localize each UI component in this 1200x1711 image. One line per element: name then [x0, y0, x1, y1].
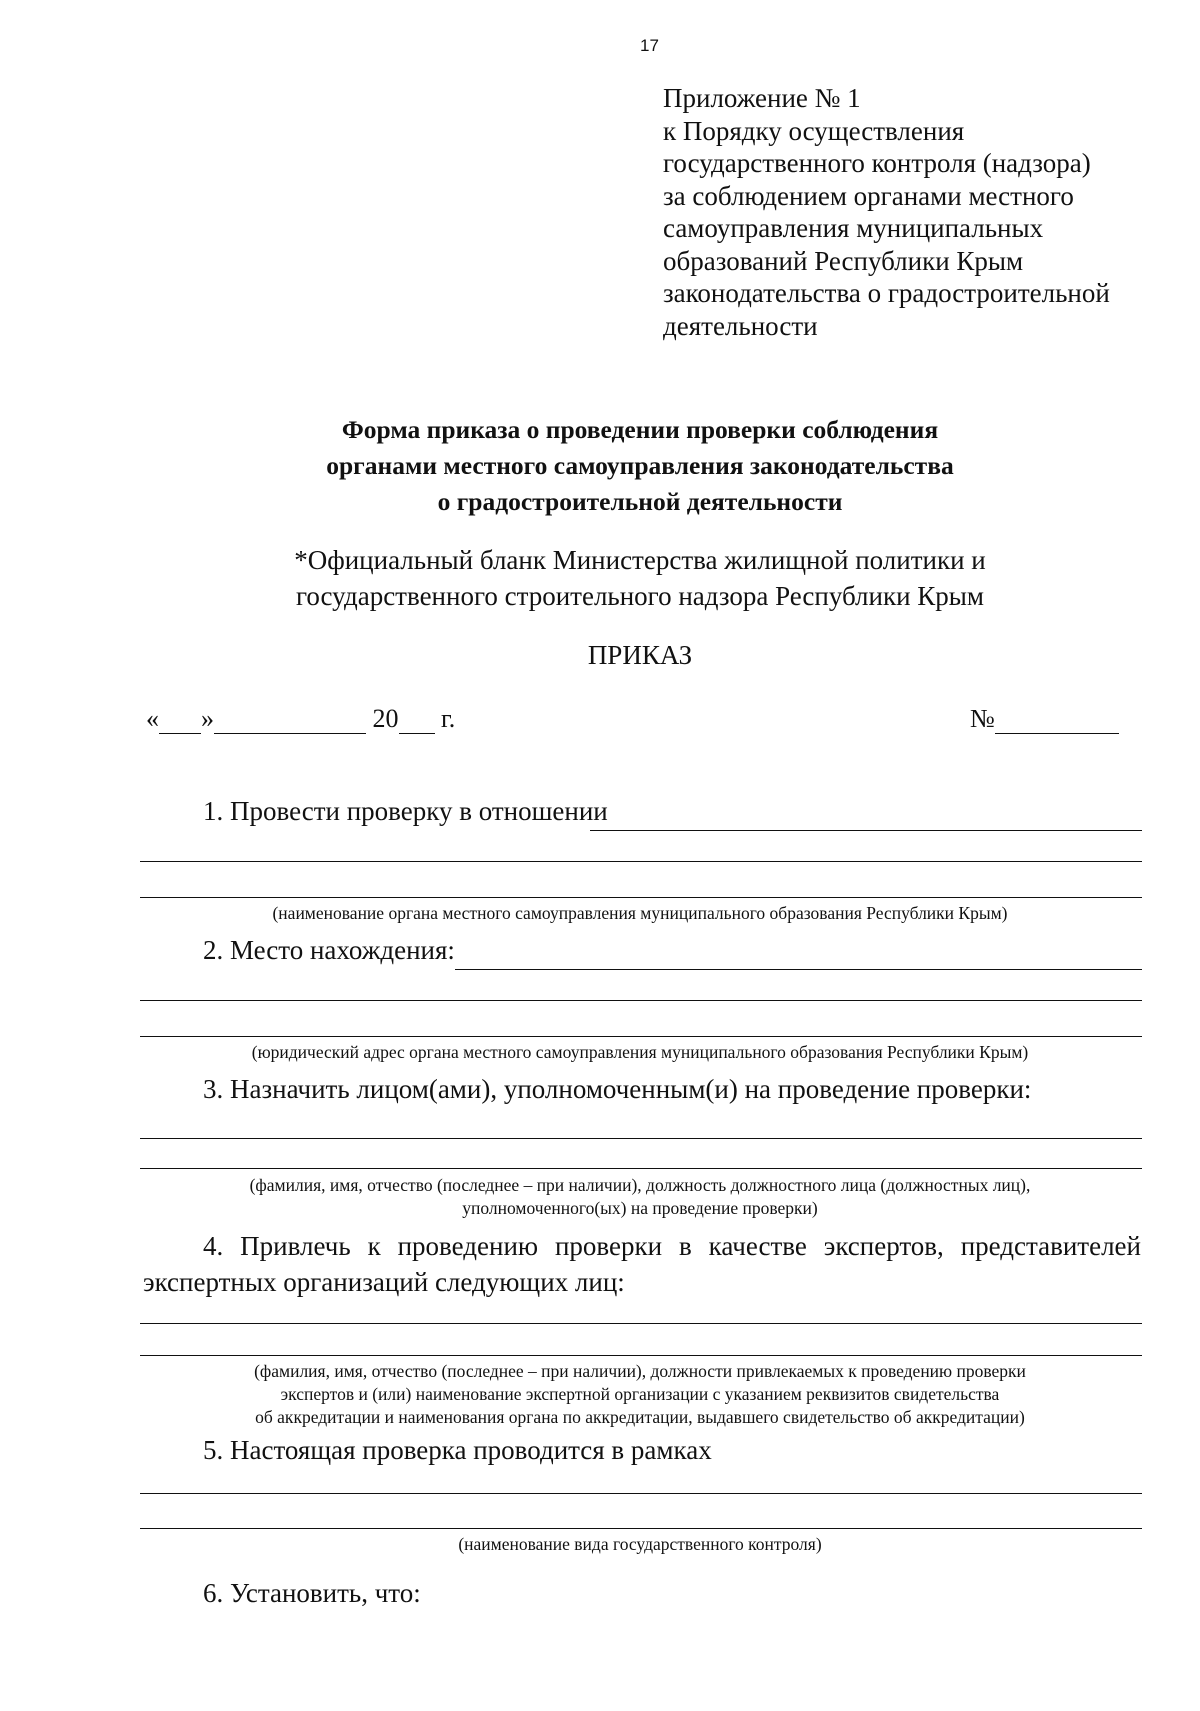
item-2-blank-line[interactable] [140, 1000, 1142, 1001]
item-2-blank-line[interactable] [140, 1036, 1142, 1037]
item-3-blank-line[interactable] [140, 1168, 1142, 1169]
item-3-label: 3. Назначить лицом(ами), уполномоченным(и) на проведение проверки: [203, 1074, 1032, 1104]
item-3-caption-line: (фамилия, имя, отчество (последнее – при наличии), должность должностного лица (должностных лиц), [249, 1175, 1031, 1195]
item-3-caption-line: уполномоченного(ых) на проведение проверки) [462, 1198, 818, 1218]
form-title-line: органами местного самоуправления законодательства [326, 451, 954, 480]
appendix-line: деятельности [663, 310, 818, 341]
letterhead-line: государственного строительного надзора Республики Крым [295, 581, 985, 611]
letterhead-line: *Официальный бланк Министерства жилищной политики и [294, 545, 986, 575]
number-sign: № [970, 704, 995, 733]
number-blank[interactable] [995, 707, 1119, 734]
appendix-line: самоуправления муниципальных [663, 213, 1044, 243]
appendix-line: образований Республики Крым [663, 245, 1024, 276]
item-5-label: 5. Настоящая проверка проводится в рамках [203, 1435, 712, 1465]
item-1-blank[interactable] [590, 830, 1142, 831]
order-number-field [970, 704, 1119, 734]
item-2-blank[interactable] [455, 969, 1142, 970]
item-5-blank-line[interactable] [140, 1528, 1142, 1529]
item-4-blank-line[interactable] [140, 1355, 1142, 1356]
day-blank[interactable] [159, 707, 201, 734]
item-6-label: 6. Установить, что: [203, 1578, 421, 1608]
item-4-caption-line: об аккредитации и наименования органа по аккредитации, выдавшего свидетельство об аккредитации) [255, 1407, 1025, 1427]
year-prefix: 20 [372, 704, 399, 733]
item-5-caption: (наименование вида государственного контроля) [458, 1534, 822, 1554]
item-3-caption [140, 1174, 1140, 1220]
item-1-blank-line[interactable] [140, 897, 1142, 898]
item-2-caption: (юридический адрес органа местного самоуправления муниципального образования Республики Крым) [251, 1042, 1029, 1062]
item-1-caption: (наименование органа местного самоуправления муниципального образования Республики Крым) [272, 903, 1008, 923]
date-field [146, 704, 455, 734]
item-4-blank-line[interactable] [140, 1323, 1142, 1324]
appendix-header [663, 82, 1183, 342]
item-4-text: 4. Привлечь к проведению проверки в качестве экспертов, представителей экспертных организаций следующих лиц: [143, 1231, 1141, 1297]
form-title-line: Форма приказа о проведении проверки соблюдения [341, 415, 939, 444]
month-blank[interactable] [214, 707, 366, 734]
item-4-caption-line: экспертов и (или) наименование экспертной организации с указанием реквизитов свидетельства [280, 1384, 1000, 1404]
item-5-blank-line[interactable] [140, 1493, 1142, 1494]
open-quote: « [146, 704, 159, 733]
appendix-line: Приложение № 1 [663, 83, 861, 113]
item-1-label: 1. Провести проверку в отношении [203, 796, 608, 826]
appendix-line: государственного контроля (надзора) [663, 148, 1091, 178]
order-title: ПРИКАЗ [587, 640, 693, 670]
year-suffix: г. [441, 704, 456, 733]
appendix-line: к Порядку осуществления [663, 115, 965, 146]
item-2-label: 2. Место нахождения: [203, 935, 455, 965]
year-blank[interactable] [399, 707, 435, 734]
item-3-blank-line[interactable] [140, 1138, 1142, 1139]
page-number: 17 [640, 36, 659, 55]
appendix-line: законодательства о градостроительной [663, 278, 1110, 308]
item-4-caption-line: (фамилия, имя, отчество (последнее – при наличии), должности привлекаемых к проведению проверки [254, 1361, 1026, 1381]
item-1-blank-line[interactable] [140, 861, 1142, 862]
close-quote: » [201, 704, 214, 733]
item-4-caption [140, 1360, 1140, 1429]
form-title-line: о градостроительной деятельности [437, 487, 843, 516]
letterhead-note [200, 542, 1080, 614]
form-title [200, 412, 1080, 520]
appendix-line: за соблюдением органами местного [663, 180, 1074, 211]
